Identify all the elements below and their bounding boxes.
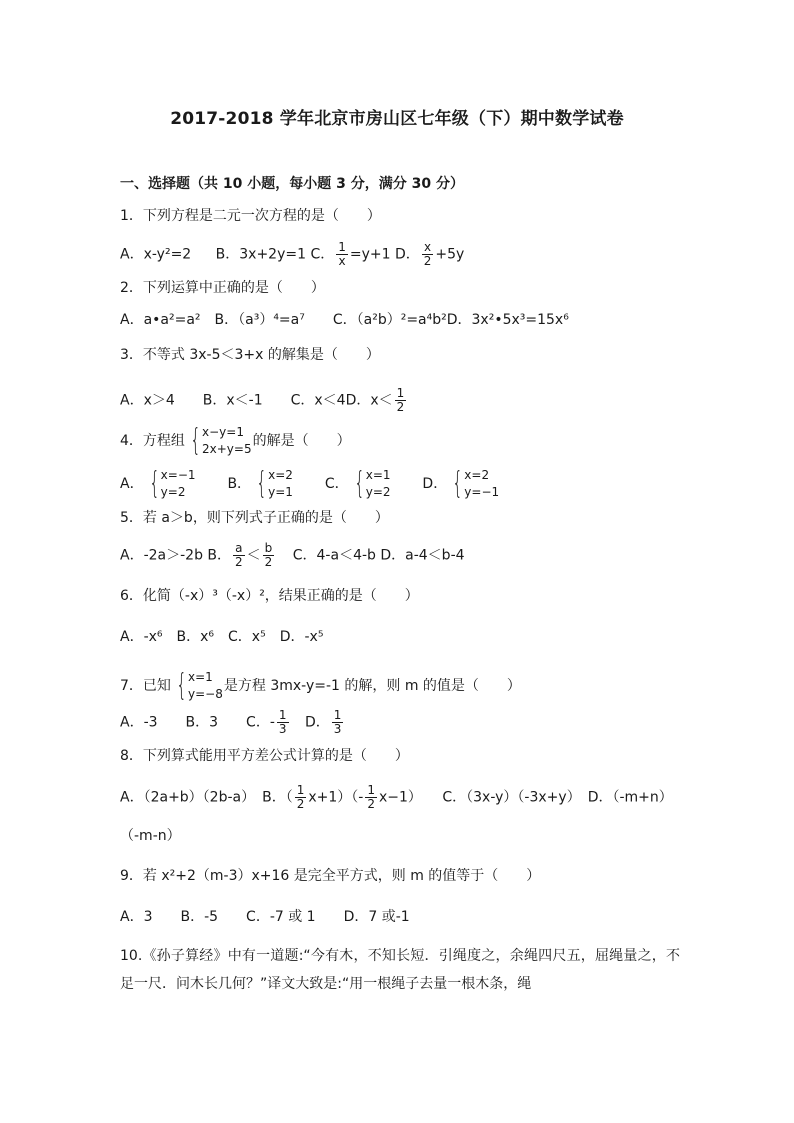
q1-option-c-rest: =y+1: [349, 246, 391, 263]
question-4-stem: [120, 424, 351, 458]
question-10-text: 10.《孙子算经》中有一道题:“今有木，不知长短．引绳度之，余绳四尺五，屈绳量之，不足一尺．问木长几何？”译文大致是:“用一根绳子去量一根木条，绳: [120, 948, 680, 992]
q8-option-a: A．（2a+b）（2b-a） B．: [120, 789, 286, 806]
question-1-options: [120, 241, 464, 268]
question-5-options: [120, 542, 465, 569]
q4-option-c-system: { x=1 y=2: [353, 466, 391, 501]
q1-option-d-fraction: $\frac{x}{2}$: [423, 240, 432, 268]
question-8-stem: 8．下列算式能用平方差公式计算的是（ ）: [120, 748, 409, 764]
q4-option-d-label: D．: [422, 476, 448, 492]
question-7-options: [120, 709, 345, 736]
section-heading: 一、选择题（共 10 小题，每小题 3 分，满分 30 分）: [120, 176, 464, 192]
question-3-stem: 3．不等式 3x-5＜3+x 的解集是（ ）: [120, 347, 380, 363]
q1-option-c-fraction: $\frac{1}{x}$: [338, 240, 346, 268]
q5-option-b-fraction-b: $\frac{b}{2}$: [264, 541, 273, 569]
q4-option-b-system: { x=2 y=1: [256, 466, 293, 501]
question-3-options: [120, 387, 408, 414]
q4-option-a-system: { x=−1 y=2: [148, 466, 196, 501]
q4-stem-prefix: 4．方程组: [120, 433, 185, 449]
question-8-options: [120, 784, 673, 811]
q7-option-d-label: D．: [304, 714, 330, 731]
q1-option-b: B．3x+2y=1: [215, 246, 307, 263]
q3-option-d-fraction: $\frac{1}{2}$: [396, 386, 405, 414]
q4-equation-system: { x−y=1 2x+y=5: [190, 423, 252, 458]
q8-option-b-middle: x+1）（-: [308, 789, 364, 806]
q5-option-b-relation: ＜: [246, 547, 261, 564]
question-4-options: [120, 467, 500, 501]
question-2-options: A．a•a²=a² B．（a³）⁴=a⁷ C．（a²b）²=a⁴b²D．3x²•5x³=15x⁶: [120, 312, 569, 328]
q4-option-c-label: C．: [324, 476, 349, 492]
q5-option-b-fraction-a: $\frac{a}{2}$: [235, 541, 243, 569]
page-title: 2017-2018 学年北京市房山区七年级（下）期中数学试卷: [170, 109, 624, 129]
q7-option-c-fraction: $\frac{1}{3}$: [278, 708, 287, 736]
q7-option-d-fraction: $\frac{1}{3}$: [333, 708, 342, 736]
q4-option-d-system: { x=2 y=−1: [452, 466, 500, 501]
q7-stem-suffix: 是方程 3mx-y=-1 的解，则 m 的值是（ ）: [223, 678, 521, 694]
q1-option-c-label: C．: [310, 246, 335, 263]
q5-options-rest: C．4-a＜4-b D．a-4＜b-4: [292, 547, 465, 564]
q1-option-a: A．x-y²=2: [120, 246, 192, 263]
q8-option-b-fraction-1: $\frac{1}{2}$: [296, 783, 305, 811]
q4-stem-suffix: 的解是（ ）: [252, 433, 351, 449]
q8-option-b-open: （: [285, 789, 293, 806]
question-6-options: A．-x⁶ B．x⁶ C．x⁵ D．-x⁵: [120, 629, 324, 645]
q1-option-d-label: D．: [395, 246, 420, 263]
question-9-options: A．3 B．-5 C．-7 或 1 D．7 或-1: [120, 909, 410, 925]
question-7-stem: [120, 669, 521, 703]
q8-option-b-fraction-2: $\frac{1}{2}$: [367, 783, 375, 811]
q7-options-text: A．-3 B．3 C．-: [120, 714, 275, 731]
q4-option-b-label: B．: [227, 476, 252, 492]
q7-stem-prefix: 7．已知: [120, 678, 171, 694]
question-9-stem: 9．若 x²+2（m-3）x+16 是完全平方式，则 m 的值等于（ ）: [120, 868, 541, 884]
q8-options-cd: C．（3x-y）（-3x+y） D．（-m+n）: [442, 789, 673, 806]
question-1-stem: 1．下列方程是二元一次方程的是（ ）: [120, 208, 381, 224]
question-2-stem: 2．下列运算中正确的是（ ）: [120, 280, 325, 296]
q3-options-text: A．x＞4 B．x＜-1 C．x＜4D．x＜: [120, 392, 393, 409]
q5-option-a: A．-2a＞-2b B．: [120, 547, 232, 564]
question-8-continuation: （-m-n）: [120, 828, 181, 844]
q1-option-d-rest: +5y: [435, 246, 465, 263]
question-6-stem: 6．化简（-x）³（-x）²，结果正确的是（ ）: [120, 588, 419, 604]
q4-option-a-label: A．: [120, 476, 144, 492]
q8-option-b-close: x−1）: [378, 789, 422, 806]
question-5-stem: 5．若 a＞b，则下列式子正确的是（ ）: [120, 510, 389, 526]
q7-solution-system: { x=1 y=−8: [176, 668, 223, 703]
